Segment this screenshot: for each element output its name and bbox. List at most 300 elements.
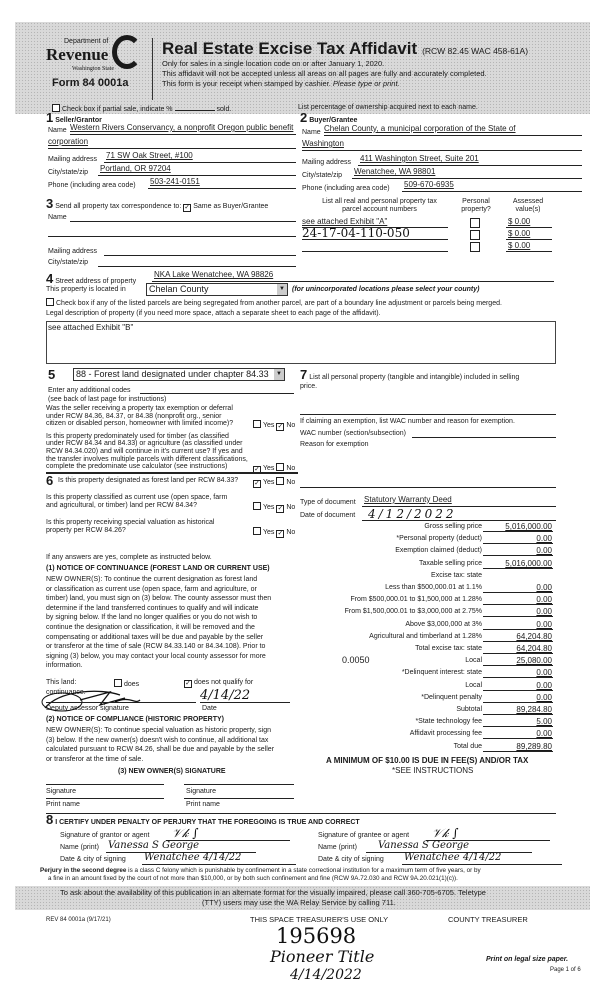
seller-city-label: City/state/zip xyxy=(48,169,89,176)
buyer-name-field-2[interactable]: Washington xyxy=(302,139,344,148)
rule xyxy=(506,227,552,228)
tax-row-value[interactable]: 5.00 xyxy=(536,717,552,727)
grantee-name-field[interactable]: Vanessa S George xyxy=(378,840,470,851)
tax-row xyxy=(300,595,590,607)
section7-heading xyxy=(300,368,519,382)
sold-label: sold. xyxy=(216,106,232,113)
notice-line: or classification as current use (open space, farm and agriculture, or xyxy=(46,585,257,593)
notice-line: calculated pursuant to RCW 84.26, shall be due and payable by the seller xyxy=(46,746,275,754)
legal-description-field[interactable] xyxy=(46,321,556,364)
assessed-col-header: Assessed value(s) xyxy=(512,198,544,213)
tax-row-value[interactable]: 0.00 xyxy=(536,680,552,690)
tax-row-label: Above $3,000,000 at 3% xyxy=(405,620,482,628)
no-checkbox[interactable]: ✓ xyxy=(277,505,284,512)
rule xyxy=(46,472,298,474)
rule xyxy=(402,864,562,865)
rule xyxy=(402,191,582,192)
rule xyxy=(48,148,296,149)
additional-codes-field[interactable] xyxy=(140,393,294,394)
personal-property-checkbox[interactable] xyxy=(470,230,480,240)
rule xyxy=(302,150,582,151)
grantee-signature[interactable]: 𝒱𝓀 ∫ xyxy=(432,826,459,840)
minimum-due-note: A MINIMUM OF $10.00 IS DUE IN FEE(S) AND/OR TAX xyxy=(326,756,529,765)
notice-line: signing (3) below, you may contact your local county assessor for more xyxy=(46,652,266,660)
see-back-note: (see back of last page for instructions) xyxy=(48,396,167,403)
section-number: 6 xyxy=(46,473,54,488)
yes-checkbox[interactable] xyxy=(253,502,261,510)
header-note: This affidavit will not be accepted unless all areas on all pages are fully and accurately completed. xyxy=(162,69,487,78)
continuance-label: continuance. xyxy=(46,689,86,696)
tax-row xyxy=(300,559,590,571)
parcel-number-field[interactable]: see attached Exhibit "A" xyxy=(302,217,388,226)
assessed-value-field[interactable]: $ 0.00 xyxy=(508,217,531,226)
title-reference: (RCW 82.45 WAC 458-61A) xyxy=(422,46,529,56)
grantee-signature-label: Signature of grantee or agent xyxy=(318,832,410,839)
yes-checkbox[interactable] xyxy=(253,527,261,535)
question-text: under RCW 84.36, 84.37, or 84.38 (nonprofit org., senior xyxy=(46,412,222,420)
tax-row-label: Agricultural and timberland at 1.28% xyxy=(369,632,482,640)
signature-label: Signature xyxy=(46,788,76,795)
seller-name-field[interactable]: Western Rivers Conservancy, a nonprofit Oregon public benefit xyxy=(70,123,294,132)
tax-row xyxy=(300,571,590,583)
rule xyxy=(152,281,554,282)
rule xyxy=(483,543,553,544)
seller-name-label: Name xyxy=(48,127,67,134)
assessor-date-field[interactable] xyxy=(200,702,290,703)
yes-no-options xyxy=(253,477,295,488)
question-text: property per RCW 84.26? xyxy=(46,527,126,534)
header-divider xyxy=(152,38,153,100)
tax-row xyxy=(300,693,590,705)
perjury-text-2: a fine in an amount fixed by the court of not more than $10,000, or by both such confinement and fine (RCW 9A.72.030 and RCW 9A.20.021(1)(c)). xyxy=(48,875,458,882)
rule xyxy=(70,134,296,135)
tax-row xyxy=(300,668,590,680)
tax-row xyxy=(300,632,590,644)
if-yes-note: If any answers are yes, complete as instructed below. xyxy=(46,554,212,561)
land-use-code-select[interactable] xyxy=(73,368,285,381)
perjury-notice xyxy=(40,868,481,875)
corr-city-field[interactable] xyxy=(98,266,296,267)
tax-row-value[interactable]: 5,016,000.00 xyxy=(505,558,552,568)
tax-row xyxy=(300,607,590,619)
question-text: Was the seller receiving a property tax exemption or deferral xyxy=(46,405,233,412)
corr-name-field-2[interactable] xyxy=(48,236,296,237)
does-not-label: does not qualify for xyxy=(194,679,254,686)
rule xyxy=(483,702,553,703)
assessor-signature xyxy=(40,680,150,720)
notice2-title: (2) NOTICE OF COMPLIANCE (HISTORIC PROPERTY) xyxy=(46,716,224,723)
grantor-signature-label: Signature of grantor or agent xyxy=(60,832,150,839)
tax-row-value[interactable]: 0.00 xyxy=(536,583,552,592)
perjury-bold: Perjury in the second degree xyxy=(40,867,127,874)
notice-line: or transferor at the time of sale. xyxy=(46,755,144,763)
notice-line: or transferor at the time of sale (RCW 84.33.140 or 84.34.108). Prior to xyxy=(46,643,266,651)
tax-row xyxy=(300,656,590,668)
seller-mailing-label: Mailing address xyxy=(48,156,98,163)
section-number: 7 xyxy=(300,367,308,382)
tax-row xyxy=(300,620,590,632)
corr-mailing-label: Mailing address xyxy=(48,248,98,255)
street-field[interactable]: NKA Lake Wenatchee, WA 98826 xyxy=(154,270,274,279)
yes-label: Yes xyxy=(263,529,275,536)
partial-percent-field[interactable] xyxy=(175,110,215,111)
owner-signature-field-2[interactable] xyxy=(184,784,294,785)
rule xyxy=(483,714,553,715)
rule xyxy=(362,520,556,521)
certify-text: I CERTIFY UNDER PENALTY OF PERJURY THAT THE FOREGOING IS TRUE AND CORRECT xyxy=(55,819,360,826)
tax-row-value[interactable]: 64,204.80 xyxy=(516,631,552,641)
personal-property-label: List all personal property (tangible and intangible) included in selling xyxy=(309,374,520,381)
tax-row xyxy=(300,644,590,656)
tax-row-value[interactable]: 0.00 xyxy=(536,546,552,556)
question-text: Is this property designated as forest land per RCW 84.33? xyxy=(58,477,239,484)
buyer-name-label: Name xyxy=(302,129,321,136)
yes-label: Yes xyxy=(263,504,275,511)
parcel-col-header: List all real and personal property tax parcel account numbers xyxy=(322,198,437,213)
tax-row xyxy=(300,729,590,741)
tax-row-label: Local xyxy=(465,681,482,689)
rule xyxy=(324,135,582,136)
personal-property-label-2: price. xyxy=(300,383,318,390)
tax-row-value[interactable]: 89,289.80 xyxy=(516,741,552,751)
personal-property-checkbox[interactable] xyxy=(470,242,480,252)
dor-dept: Department of xyxy=(64,38,109,45)
tax-row-value[interactable]: 0.00 xyxy=(536,692,552,702)
section-title: Buyer/Grantee xyxy=(309,117,358,124)
same-as-buyer-label: Same as Buyer/Grantee xyxy=(193,203,269,210)
tax-row-value[interactable]: 0.00 xyxy=(536,668,552,678)
notice1-title: (1) NOTICE OF CONTINUANCE (FOREST LAND OR CURRENT USE) xyxy=(46,565,270,572)
rule xyxy=(483,592,553,593)
notice-line: NEW OWNER(S): To continue special valuation as historic property, sign xyxy=(46,727,271,734)
tax-row xyxy=(300,681,590,693)
grantee-date-label: Date & city of signing xyxy=(318,856,384,863)
notice-line: by signing below. If the land no longer qualifies or you do not wish to xyxy=(46,614,258,622)
notice-line: compensating or additional taxes will be due and payable by the seller xyxy=(46,633,264,641)
section-title: Seller/Grantor xyxy=(55,117,102,124)
section-number: 4 xyxy=(46,271,54,286)
county-treasurer-label: COUNTY TREASURER xyxy=(448,915,528,924)
does-not-checkbox[interactable]: ✓ xyxy=(185,680,191,687)
reason-label: Reason for exemption xyxy=(300,441,369,448)
tax-row-value[interactable]: 0.00 xyxy=(536,534,552,544)
yes-no-options xyxy=(253,420,295,431)
partial-sale-label: Check box if partial sale, indicate % xyxy=(62,106,173,113)
dropdown-arrow-icon[interactable]: ▼ xyxy=(274,369,284,380)
tax-row-value[interactable]: 25,080.00 xyxy=(516,656,552,666)
grantor-name-label: Name (print) xyxy=(60,844,99,851)
question-text: Is this property predominately used for timber (as classified xyxy=(46,432,229,440)
tax-row-label: Gross selling price xyxy=(424,523,482,530)
tax-row-label: Subtotal xyxy=(456,706,482,713)
tax-row-label: Local xyxy=(465,657,482,665)
grantor-signature[interactable]: 𝒱𝓀 ∫ xyxy=(172,826,199,840)
tax-row xyxy=(300,705,590,717)
tax-row-value[interactable]: 0.00 xyxy=(536,729,552,739)
assessed-value-field[interactable]: $ 0.00 xyxy=(508,241,531,250)
segregated-checkbox[interactable] xyxy=(46,298,54,306)
tax-row-label: Affidavit processing fee xyxy=(409,730,482,738)
same-as-buyer-checkbox[interactable]: ✓ xyxy=(184,204,191,211)
does-label: does xyxy=(124,681,140,688)
header-note xyxy=(162,80,400,88)
notice-line: (3) below. If the new owner(s) doesn't wish to continue, all additional tax xyxy=(46,736,269,744)
this-land-label: This land: xyxy=(46,679,77,686)
yes-checkbox[interactable]: ✓ xyxy=(254,480,260,487)
corr-city-label: City/state/zip xyxy=(48,259,89,266)
page-title: Real Estate Excise Tax Affidavit xyxy=(162,39,418,58)
dor-logo-text: Revenue xyxy=(46,45,109,64)
county-note: (for unincorporated locations please select your county) xyxy=(292,286,480,293)
buyer-phone-label: Phone (including area code) xyxy=(302,185,390,192)
rule xyxy=(483,677,553,678)
additional-codes-label: Enter any additional codes xyxy=(48,387,131,394)
reason-field[interactable] xyxy=(300,487,556,488)
yes-label: Yes xyxy=(263,422,275,430)
county-select[interactable] xyxy=(146,283,288,296)
land-use-code-value: 88 - Forest land designated under chapter 84.33 xyxy=(76,369,269,379)
rule xyxy=(483,641,553,642)
rule xyxy=(483,531,553,532)
tax-row-label: *State technology fee xyxy=(415,718,482,726)
perjury-text: is a class C felony which is punishable by confinement in a state correctional institution for a maximum term of five years, or by xyxy=(126,867,481,874)
rule xyxy=(483,604,553,605)
question-text: Is this property classified as current use (open space, farm xyxy=(46,493,228,501)
rule xyxy=(142,864,296,865)
tax-row-label: *Delinquent interest: state xyxy=(401,669,482,677)
alt-format-text-2: (TTY) users may use the WA Relay Service by calling 711. xyxy=(202,898,396,907)
yes-checkbox[interactable]: ✓ xyxy=(254,466,260,474)
tax-row xyxy=(300,717,590,729)
tax-row-value[interactable]: 5,016,000.00 xyxy=(505,522,552,531)
no-label: No xyxy=(286,479,296,486)
personal-property-field[interactable] xyxy=(300,414,556,415)
alt-format-text: To ask about the availability of this publication in an alternate format for the visually impaired, please call 360-705-6705. Teletype xyxy=(60,888,486,897)
section-label: Send all property tax correspondence to: xyxy=(55,203,182,210)
buyer-name-field[interactable]: Chelan County, a municipal corporation of the State of xyxy=(324,124,516,133)
no-checkbox[interactable]: ✓ xyxy=(277,530,284,537)
buyer-phone-field[interactable]: 509-670-6935 xyxy=(404,180,454,189)
assessor-label: Deputy assessor signature xyxy=(46,705,129,712)
grantor-name-field[interactable]: Vanessa S George xyxy=(108,840,200,851)
tax-row xyxy=(300,742,590,754)
correspondence-heading xyxy=(46,197,268,212)
owner-print-name-1[interactable] xyxy=(46,798,164,799)
print-name-label: Print name xyxy=(46,801,80,808)
buyer-city-field[interactable]: Wenatchee, WA 98801 xyxy=(354,167,436,176)
seller-phone-field[interactable]: 503-241-0151 xyxy=(150,177,200,186)
question-text: Is this property receiving special valuation as historical xyxy=(46,518,215,526)
ownership-note: List percentage of ownership acquired next to each name. xyxy=(298,104,478,111)
question-text: the transfer involves multiple parcels with different classifications, xyxy=(46,455,248,463)
rule xyxy=(302,239,448,240)
rule xyxy=(506,251,552,252)
section-number: 1 xyxy=(46,110,54,125)
tax-row-label: Excise tax: state xyxy=(431,571,482,579)
tax-row-label: Total due xyxy=(453,742,482,750)
no-label: No xyxy=(286,504,296,511)
rule xyxy=(352,178,582,179)
stamp-company: Pioneer Title xyxy=(270,947,375,966)
buyer-mailing-field[interactable]: 411 Washington Street, Suite 201 xyxy=(360,154,479,163)
tax-row-value[interactable]: 64,204.80 xyxy=(516,644,552,653)
personal-property-checkbox[interactable] xyxy=(470,218,480,228)
rule xyxy=(483,568,553,569)
legal-paper-note: Print on legal size paper. xyxy=(486,956,569,963)
corr-name-field[interactable] xyxy=(70,221,296,222)
yes-label: Yes xyxy=(263,465,275,473)
tax-row-value[interactable]: 89,284.80 xyxy=(516,705,552,714)
notice-line: continue the designation or classification, it will be removed and the xyxy=(46,624,255,631)
rule xyxy=(483,616,553,617)
doc-type-label: Type of document xyxy=(300,499,356,506)
does-not-option xyxy=(184,679,253,688)
tax-row-label: Total excise tax: state xyxy=(415,645,482,652)
question-text: and agricultural, or timber) land per RCW 84.34? xyxy=(46,502,197,509)
owner-signature-title: (3) NEW OWNER(S) SIGNATURE xyxy=(118,768,226,775)
notice-line: NEW OWNER(S): To continue the current designation as forest land xyxy=(46,576,258,583)
no-label: No xyxy=(286,529,296,536)
form-number: Form 84 0001a xyxy=(52,77,129,89)
no-label: No xyxy=(286,465,296,473)
no-checkbox[interactable] xyxy=(276,463,284,471)
rule xyxy=(358,165,582,166)
section-number: 2 xyxy=(300,110,308,125)
section-number: 5 xyxy=(48,367,56,382)
no-label: No xyxy=(286,422,296,430)
segregated-row xyxy=(46,298,502,308)
legal-description-value: see attached Exhibit "B" xyxy=(48,323,134,332)
rule xyxy=(483,555,553,556)
stamp-number: 195698 xyxy=(276,924,357,948)
property-heading xyxy=(46,272,136,286)
tax-row-label: Less than $500,000.01 at 1.1% xyxy=(385,584,482,591)
tax-row-value[interactable]: 0.00 xyxy=(536,607,552,617)
grantee-date-field[interactable]: Wenatchee 4/14/22 xyxy=(404,852,502,863)
question-text: under RCW 84.34 and 84.33) or agriculture (as classified under xyxy=(46,440,243,448)
tax-row-value[interactable]: 0.00 xyxy=(536,595,552,605)
notice-line: timber) land, you must sign on (3) below. The county assessor must then xyxy=(46,595,272,603)
assessor-signature-field[interactable] xyxy=(46,702,196,703)
buyer-city-label: City/state/zip xyxy=(302,172,343,179)
yes-checkbox[interactable] xyxy=(253,420,261,428)
revision-label: REV 84 0001a (9/17/21) xyxy=(46,917,111,923)
tax-row-label: From $500,000.01 to $1,500,000 at 1.28% xyxy=(350,596,482,604)
owner-print-name-2[interactable] xyxy=(184,798,294,799)
located-label: This property is located in xyxy=(46,286,126,293)
rule xyxy=(483,726,553,727)
treasurer-use-label: THIS SPACE TREASURER'S USE ONLY xyxy=(250,915,389,924)
owner-signature-field-1[interactable] xyxy=(46,784,164,785)
yes-label: Yes xyxy=(263,479,275,486)
tax-row-label: Exemption claimed (deduct) xyxy=(395,547,482,555)
rule xyxy=(483,665,553,666)
wac-label: WAC number (section/subsection) xyxy=(300,430,406,437)
notice-line: determine if the land transferred continues to qualify and will indicate xyxy=(46,604,259,612)
rule xyxy=(483,738,553,739)
tax-row-label: From $1,500,000.01 to $3,000,000 at 2.75% xyxy=(344,608,482,616)
rule xyxy=(483,751,553,752)
certify-heading xyxy=(46,813,360,827)
assessor-date-value: 4/14/22 xyxy=(200,688,251,703)
assessed-value-field[interactable]: $ 0.00 xyxy=(508,229,531,238)
no-checkbox[interactable]: ✓ xyxy=(277,423,284,431)
corr-name-label: Name xyxy=(48,214,67,221)
dropdown-arrow-icon[interactable]: ▼ xyxy=(277,284,287,295)
seller-name-field-2[interactable]: corporation xyxy=(48,137,89,146)
page-number: Page 1 of 6 xyxy=(550,967,581,973)
rule xyxy=(104,162,296,163)
tax-row xyxy=(300,546,590,558)
seller-mailing-field[interactable]: 71 SW Oak Street, #100 xyxy=(106,151,193,160)
buyer-mailing-label: Mailing address xyxy=(302,159,352,166)
personal-col-header: Personal property? xyxy=(461,198,491,213)
parcel-number-field[interactable]: 24-17-04-110-050 xyxy=(302,226,410,240)
see-instructions-note: *SEE INSTRUCTIONS xyxy=(392,766,474,775)
rule xyxy=(483,690,553,691)
yes-no-options xyxy=(253,502,295,513)
rule xyxy=(148,188,296,189)
tax-row-label: *Delinquent penalty xyxy=(421,693,482,701)
street-label: Street address of property xyxy=(55,278,137,285)
corr-mailing-field[interactable] xyxy=(104,255,296,256)
doc-date-label: Date of document xyxy=(300,512,356,519)
tax-row-label: Taxable selling price xyxy=(418,559,482,567)
section-number: 8 xyxy=(46,812,54,827)
local-rate-value: 0.0050 xyxy=(342,655,370,666)
tax-row-label: *Personal property (deduct) xyxy=(396,535,482,543)
segregated-label: Check box if any of the listed parcels are being segregated from another parcel, are part of a boundary line adjustment or parcels being merged. xyxy=(56,300,502,307)
dor-logo-icon xyxy=(112,35,142,69)
rule xyxy=(483,629,553,630)
question-text: citizen or disabled person, homeowner with limited income)? xyxy=(46,420,234,428)
title-row xyxy=(162,40,528,59)
question-text: RCW 84.34.020) and will continue in it's current use? If yes and xyxy=(46,448,243,455)
grantor-date-field[interactable]: Wenatchee 4/14/22 xyxy=(144,852,242,863)
tax-row xyxy=(300,583,590,595)
rule xyxy=(302,251,448,252)
tax-row-value[interactable]: 0.00 xyxy=(536,619,552,629)
doc-type-field[interactable]: Statutory Warranty Deed xyxy=(364,495,452,504)
tax-row xyxy=(300,522,590,534)
county-value: Chelan County xyxy=(149,284,209,294)
section-number: 3 xyxy=(46,196,54,211)
tax-row xyxy=(300,534,590,546)
rule xyxy=(506,239,552,240)
grantor-date-label: Date & city of signing xyxy=(60,856,126,863)
no-checkbox[interactable] xyxy=(276,477,284,485)
note-italic: Please type or print. xyxy=(332,79,400,88)
note-text: This form is your receipt when stamped by cashier. xyxy=(162,79,331,88)
doc-date-field[interactable]: 4/12/2022 xyxy=(368,507,457,521)
stamp-date: 4/14/2022 xyxy=(290,967,362,983)
yes-no-options xyxy=(253,527,295,538)
legal-label: Legal description of property (if you need more space, attach a separate sheet to each page of the affidavit). xyxy=(46,310,381,317)
grantee-name-label: Name (print) xyxy=(318,844,357,851)
assessor-date-label: Date xyxy=(202,705,217,712)
wac-field[interactable] xyxy=(412,437,556,438)
seller-phone-label: Phone (including area code) xyxy=(48,182,136,189)
rule xyxy=(98,175,296,176)
dor-state: Washington State xyxy=(72,66,115,72)
signature-label: Signature xyxy=(186,788,216,795)
header-note: Only for sales in a single location code on or after January 1, 2020. xyxy=(162,59,385,68)
seller-city-field[interactable]: Portland, OR 97204 xyxy=(100,164,171,173)
question-text: complete the predominate use calculator (see instructions) xyxy=(46,463,228,471)
notice-line: information. xyxy=(46,662,83,670)
exemption-label: If claiming an exemption, list WAC number and reason for exemption. xyxy=(300,418,515,425)
rule xyxy=(483,653,553,654)
